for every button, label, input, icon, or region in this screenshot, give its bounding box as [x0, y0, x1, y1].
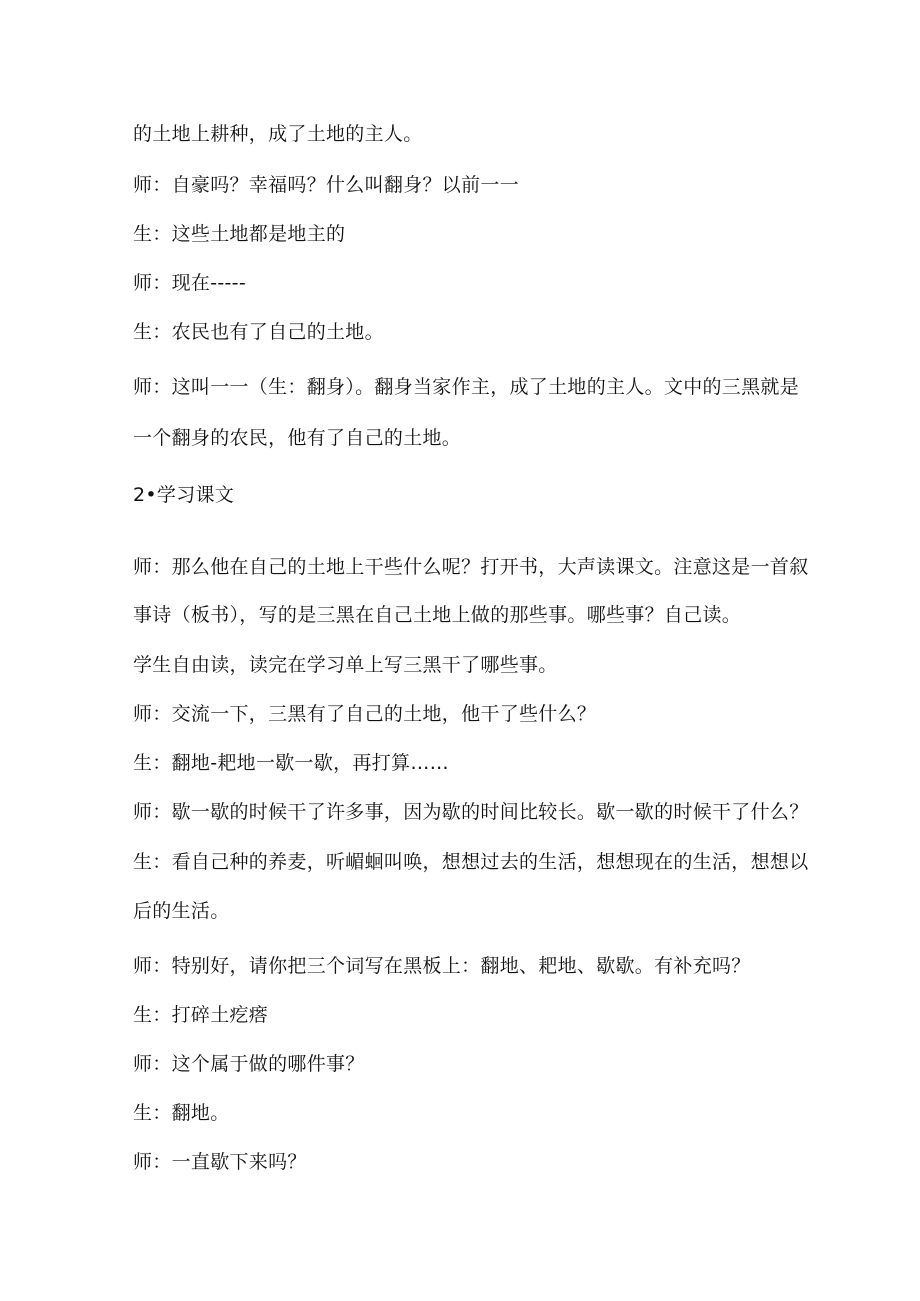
text-line: 师：交流一下，三黑有了自己的土地，他干了些什么？ — [133, 703, 597, 725]
text-line: 生：打碎土疙瘩 — [133, 1004, 269, 1026]
section-heading: 2•学习课文 — [133, 484, 235, 506]
text-line: 师：特别好，请你把三个词写在黑板上：翻地、耙地、歇歇。有补充吗？ — [133, 955, 751, 977]
text-line: 一个翻身的农民，他有了自己的土地。 — [133, 427, 462, 449]
text-line: 生：翻地-耙地一歇一歇，再打算…… — [133, 752, 449, 774]
text-line: 生：翻地。 — [133, 1102, 230, 1124]
text-line: 师：这叫一一（生：翻身）。翻身当家作主，成了土地的主人。文中的三黑就是 — [133, 376, 800, 398]
text-line: 师：自豪吗？幸福吗？什么叫翻身？以前一一 — [133, 174, 520, 196]
text-line: 生：这些土地都是地主的 — [133, 223, 346, 245]
text-line: 后的生活。 — [133, 900, 230, 922]
text-line: 生：农民也有了自己的土地。 — [133, 321, 384, 343]
text-line: 师：这个属于做的哪件事？ — [133, 1053, 365, 1075]
text-line: 事诗（板书），写的是三黑在自己土地上做的那些事。哪些事？自己读。 — [133, 604, 742, 626]
text-line: 师：一直歇下来吗？ — [133, 1151, 307, 1173]
text-line: 的土地上耕种，成了土地的主人。 — [133, 123, 423, 145]
text-line: 师：歇一歇的时候干了许多事，因为歇的时间比较长。歇一歇的时候干了什么？ — [133, 801, 809, 823]
text-line: 师：那么他在自己的土地上干些什么呢？打开书，大声读课文。注意这是一首叙 — [133, 556, 809, 578]
text-line: 生：看自己种的养麦，听嵋蛔叫唤，想想过去的生活，想想现在的生活，想想以 — [133, 851, 809, 873]
text-line: 师：现在----- — [133, 272, 246, 294]
text-line: 学生自由读，读完在学习单上写三黑干了哪些事。 — [133, 654, 558, 676]
